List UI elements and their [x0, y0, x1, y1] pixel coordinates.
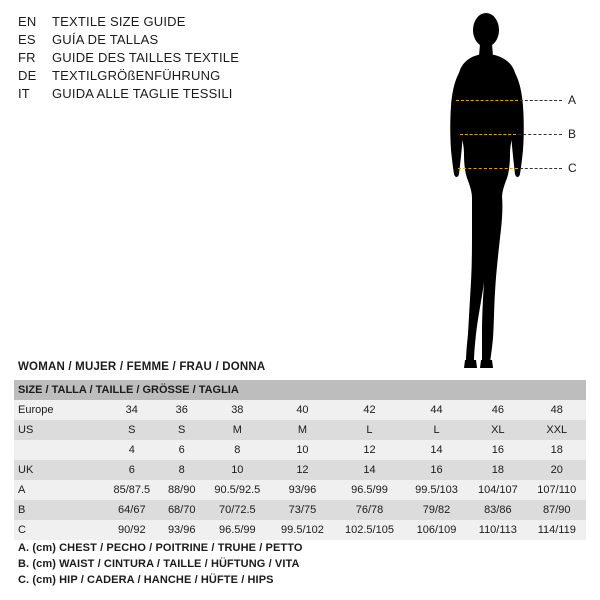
- cell: 18: [468, 460, 527, 480]
- hip-leader-line: [520, 168, 562, 169]
- language-row-fr: [18, 50, 318, 68]
- chest-measure-line: [456, 100, 518, 101]
- cell: 88/90: [160, 480, 204, 500]
- cell: 83/86: [468, 500, 527, 520]
- legend-row-c: C. (cm) HIP / CADERA / HANCHE / HÜFTE / HIPS: [18, 574, 274, 586]
- language-text-de: TEXTILGRÖßENFÜHRUNG: [52, 68, 221, 83]
- cell: S: [160, 420, 204, 440]
- cell: 76/78: [334, 500, 405, 520]
- language-row-en: [18, 14, 318, 32]
- row-label-c: C: [14, 520, 104, 540]
- cell: 16: [405, 460, 468, 480]
- row-label-us-numeric: [14, 440, 104, 460]
- language-text-it: GUIDA ALLE TAGLIE TESSILI: [52, 86, 233, 101]
- language-list: [18, 14, 318, 104]
- legend-row-a: A. (cm) CHEST / PECHO / POITRINE / TRUHE / PETTO: [18, 542, 303, 554]
- cell: 99.5/103: [405, 480, 468, 500]
- cell: 87/90: [528, 500, 586, 520]
- cell: 79/82: [405, 500, 468, 520]
- cell: 90/92: [104, 520, 160, 540]
- table-caption: WOMAN / MUJER / FEMME / FRAU / DONNA: [18, 361, 266, 373]
- hip-measure-line: [458, 168, 518, 169]
- waist-leader-line: [518, 134, 562, 135]
- cell: 93/96: [271, 480, 334, 500]
- cell: 107/110: [528, 480, 586, 500]
- language-text-fr: GUIDE DES TAILLES TEXTILE: [52, 50, 240, 65]
- cell: 10: [204, 460, 271, 480]
- table-row: [14, 500, 586, 520]
- language-code-de: DE: [18, 68, 37, 83]
- cell: 40: [271, 400, 334, 420]
- language-row-es: [18, 32, 318, 50]
- cell: 36: [160, 400, 204, 420]
- cell: L: [405, 420, 468, 440]
- cell: 48: [528, 400, 586, 420]
- cell: 14: [405, 440, 468, 460]
- cell: 14: [334, 460, 405, 480]
- cell: 96.5/99: [334, 480, 405, 500]
- cell: 114/119: [528, 520, 586, 540]
- cell: 20: [528, 460, 586, 480]
- row-label-a: A: [14, 480, 104, 500]
- cell: 34: [104, 400, 160, 420]
- row-label-b: B: [14, 500, 104, 520]
- table-header-label: SIZE / TALLA / TAILLE / GRÖSSE / TAGLIA: [14, 380, 586, 400]
- cell: 68/70: [160, 500, 204, 520]
- language-row-de: [18, 68, 318, 86]
- cell: 12: [271, 460, 334, 480]
- body-figure: [420, 8, 595, 378]
- cell: 38: [204, 400, 271, 420]
- size-table: [14, 380, 586, 540]
- cell: M: [204, 420, 271, 440]
- cell: 8: [160, 460, 204, 480]
- cell: XL: [468, 420, 527, 440]
- cell: 42: [334, 400, 405, 420]
- cell: 8: [204, 440, 271, 460]
- cell: 90.5/92.5: [204, 480, 271, 500]
- cell: 73/75: [271, 500, 334, 520]
- row-label-uk: UK: [14, 460, 104, 480]
- cell: 18: [528, 440, 586, 460]
- legend-row-b: B. (cm) WAIST / CINTURA / TAILLE / HÜFTUNG / VITA: [18, 558, 300, 570]
- cell: 46: [468, 400, 527, 420]
- cell: 70/72.5: [204, 500, 271, 520]
- cell: L: [334, 420, 405, 440]
- language-code-fr: FR: [18, 50, 36, 65]
- table-row: [14, 400, 586, 420]
- hip-measure-label: C: [568, 161, 577, 175]
- cell: 16: [468, 440, 527, 460]
- cell: 96.5/99: [204, 520, 271, 540]
- table-row: [14, 460, 586, 480]
- cell: 64/67: [104, 500, 160, 520]
- row-label-us: US: [14, 420, 104, 440]
- cell: 102.5/105: [334, 520, 405, 540]
- measurement-legend: [18, 540, 578, 588]
- table-row: [14, 420, 586, 440]
- language-text-en: TEXTILE SIZE GUIDE: [52, 14, 186, 29]
- cell: 10: [271, 440, 334, 460]
- chest-measure-label: A: [568, 93, 577, 107]
- language-row-it: [18, 86, 318, 104]
- table-row: [14, 480, 586, 500]
- waist-measure-line: [460, 134, 516, 135]
- cell: 110/113: [468, 520, 527, 540]
- cell: 85/87.5: [104, 480, 160, 500]
- table-header-row: [14, 380, 586, 400]
- cell: 12: [334, 440, 405, 460]
- cell: 104/107: [468, 480, 527, 500]
- waist-measure-label: B: [568, 127, 577, 141]
- cell: M: [271, 420, 334, 440]
- cell: XXL: [528, 420, 586, 440]
- cell: 99.5/102: [271, 520, 334, 540]
- row-label-europe: Europe: [14, 400, 104, 420]
- table-row: [14, 440, 586, 460]
- cell: 106/109: [405, 520, 468, 540]
- cell: 93/96: [160, 520, 204, 540]
- language-code-es: ES: [18, 32, 36, 47]
- cell: 4: [104, 440, 160, 460]
- cell: S: [104, 420, 160, 440]
- table-row: [14, 520, 586, 540]
- chest-leader-line: [520, 100, 562, 101]
- language-code-en: EN: [18, 14, 37, 29]
- cell: 6: [160, 440, 204, 460]
- cell: 44: [405, 400, 468, 420]
- language-text-es: GUÍA DE TALLAS: [52, 32, 159, 47]
- cell: 6: [104, 460, 160, 480]
- female-silhouette-icon: [420, 8, 595, 378]
- language-code-it: IT: [18, 86, 30, 101]
